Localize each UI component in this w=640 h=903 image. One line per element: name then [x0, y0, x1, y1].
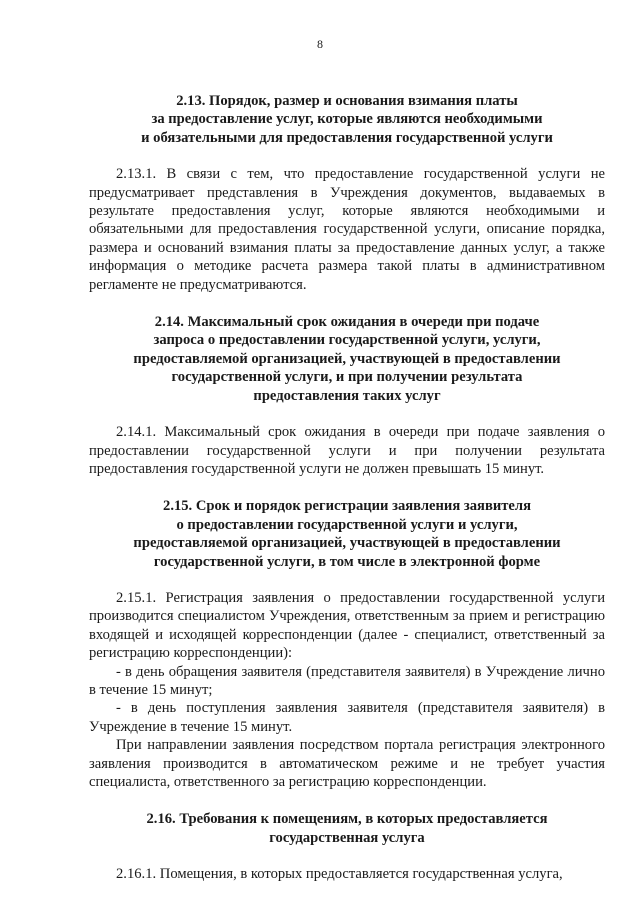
section-heading-2-16: [89, 810, 605, 847]
heading-line: государственной услуги, и при получении результата: [171, 369, 523, 386]
heading-line: и обязательными для предоставления государственной услуги: [141, 129, 553, 146]
heading-line: за предоставление услуг, которые являются необходимыми: [151, 111, 543, 128]
list-item: - в день поступления заявления заявителя (представителя заявителя) в Учреждение в течение 15 минут.: [89, 700, 605, 735]
section-heading-2-14: [89, 313, 605, 405]
paragraph-portal-registration: При направлении заявления посредством портала регистрация электронного заявления производится в автоматическом режиме и не требует участия специалиста, ответственного за регистрацию корреспонденции.: [89, 737, 605, 790]
heading-line: 2.16. Требования к помещениям, в которых предоставляется: [146, 811, 548, 828]
heading-line: государственная услуга: [269, 829, 425, 846]
page-number: 8: [317, 37, 323, 51]
heading-line: предоставления таких услуг: [253, 387, 441, 404]
heading-line: 2.15. Срок и порядок регистрации заявления заявителя: [163, 498, 531, 515]
heading-line: государственной услуги, в том числе в электронной форме: [153, 553, 541, 570]
paragraph-2-16-1: 2.16.1. Помещения, в которых предоставляется государственная услуга,: [116, 866, 563, 883]
heading-line: предоставляемой организацией, участвующей в предоставлении: [133, 535, 561, 552]
heading-line: о предоставлении государственной услуги и услуги,: [176, 516, 518, 533]
heading-line: 2.14. Максимальный срок ожидания в очереди при подаче: [154, 314, 540, 331]
section-heading-2-15: [89, 497, 605, 571]
document-body: [89, 92, 605, 884]
heading-line: запроса о предоставлении государственной услуги, услуги,: [153, 332, 541, 349]
paragraph-2-14-1: 2.14.1. Максимальный срок ожидания в очереди при подаче заявления о предоставлении государственной услуги и при получении результата предоставления государственной услуги не должен превышать 15 минут.: [89, 424, 605, 477]
heading-line: 2.13. Порядок, размер и основания взимания платы: [176, 93, 518, 109]
section-heading-2-13: [89, 92, 605, 147]
paragraph-2-13-1: 2.13.1. В связи с тем, что предоставление государственной услуги не предусматривает представления в Учреждения документов, выдаваемых в результате предоставления услуг, которые являются необходимыми и обязательными для предоставления государственной услуги, описание порядка, размера и оснований взимания платы за предоставление данных услуг, а также информация о методике расчета размера такой платы в административном регламенте не предусматриваются.: [89, 166, 605, 293]
heading-line: предоставляемой организацией, участвующей в предоставлении: [133, 350, 561, 367]
list-item: - в день обращения заявителя (представителя заявителя) в Учреждение лично в течение 15 минут;: [89, 663, 605, 698]
paragraph-2-15-1: 2.15.1. Регистрация заявления о предоставлении государственной услуги производится специалистом Учреждения, ответственным за прием и регистрацию входящей и исходящей корреспонденции (далее - специалист, ответственный за регистрацию корреспонденции):: [89, 589, 605, 662]
